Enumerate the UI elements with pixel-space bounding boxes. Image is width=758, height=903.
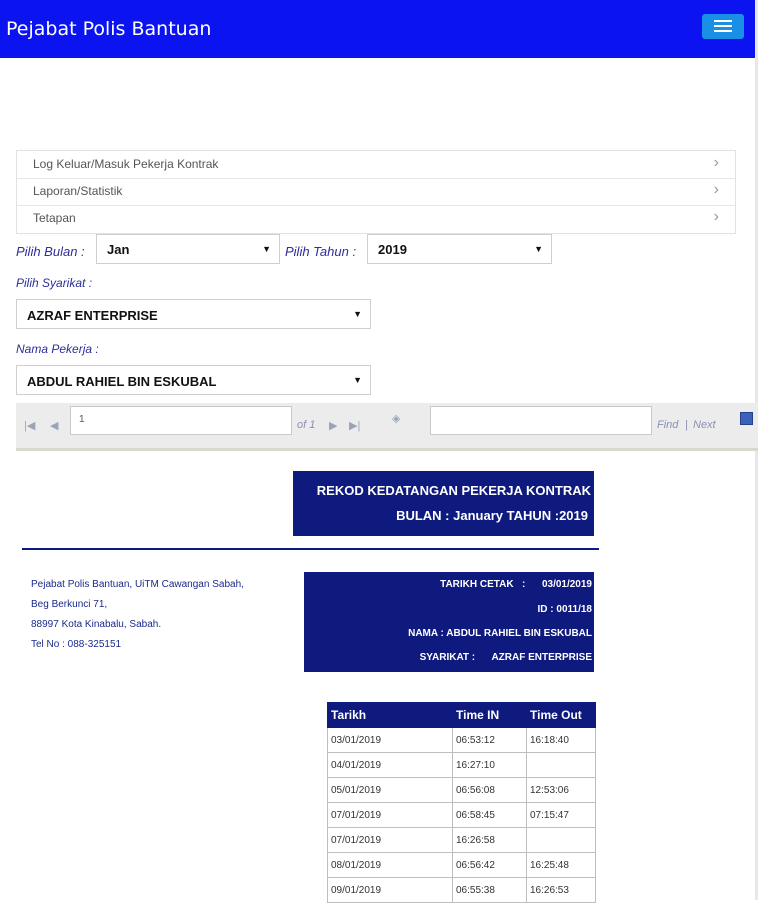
date-cell: 05/01/2019 <box>328 778 453 803</box>
menu-item-label: Log Keluar/Masuk Pekerja Kontrak <box>33 157 219 171</box>
date-cell: 09/01/2019 <box>328 878 453 903</box>
hamburger-icon <box>714 20 732 22</box>
report-period: BULAN : January TAHUN :2019 <box>396 508 588 523</box>
report-title-box <box>293 471 594 536</box>
time-in-cell: 16:26:58 <box>453 828 527 853</box>
column-header-time-in: Time IN <box>453 703 527 728</box>
time-out-cell <box>527 828 596 853</box>
date-cell: 04/01/2019 <box>328 753 453 778</box>
time-out-cell: 16:18:40 <box>527 728 596 753</box>
time-in-cell: 06:56:08 <box>453 778 527 803</box>
chevron-right-icon: › <box>713 181 719 198</box>
save-export-icon[interactable] <box>740 412 753 425</box>
table-header-row <box>328 703 596 728</box>
dropdown-arrow-icon: ▼ <box>534 244 543 254</box>
time-in-cell: 06:55:38 <box>453 878 527 903</box>
find-separator: | <box>685 419 688 431</box>
find-text-input[interactable] <box>430 406 652 435</box>
find-link[interactable]: Find <box>657 419 679 431</box>
chevron-right-icon: › <box>713 154 719 171</box>
table-row <box>328 878 596 903</box>
refresh-icon[interactable]: ◈ <box>392 413 401 425</box>
last-page-icon[interactable]: ▶| <box>349 420 361 432</box>
year-label: Pilih Tahun : <box>285 244 357 259</box>
time-out-cell: 16:25:48 <box>527 853 596 878</box>
dropdown-arrow-icon: ▼ <box>353 309 362 319</box>
time-in-cell: 16:27:10 <box>453 753 527 778</box>
company-name: SYARIKAT : AZRAF ENTERPRISE <box>419 652 592 663</box>
date-cell: 03/01/2019 <box>328 728 453 753</box>
column-header-time-out: Time Out <box>527 703 596 728</box>
table-row <box>328 828 596 853</box>
page-number-input[interactable]: 1 <box>70 406 292 435</box>
next-page-icon[interactable]: ▶ <box>329 420 338 432</box>
time-out-cell: 07:15:47 <box>527 803 596 828</box>
report-viewer-toolbar <box>16 403 758 451</box>
address-line-3: 88997 Kota Kinabalu, Sabah. <box>31 619 162 630</box>
time-out-cell <box>527 753 596 778</box>
address-line-2: Beg Berkunci 71, <box>31 599 108 610</box>
worker-select[interactable]: ABDUL RAHIEL BIN ESKUBAL ▼ <box>16 365 371 395</box>
page-count-text: of 1 <box>297 419 316 431</box>
first-page-icon[interactable]: |◀ <box>24 420 36 432</box>
dropdown-arrow-icon: ▼ <box>353 375 362 385</box>
column-header-tarikh: Tarikh <box>328 703 453 728</box>
table-row <box>328 853 596 878</box>
print-date: TARIKH CETAK : 03/01/2019 <box>440 579 592 590</box>
hamburger-menu-button[interactable] <box>702 14 744 39</box>
report-info-box <box>304 572 594 672</box>
report-title: REKOD KEDATANGAN PEKERJA KONTRAK <box>316 483 591 498</box>
table-row <box>328 753 596 778</box>
attendance-table <box>327 702 596 903</box>
table-row <box>328 803 596 828</box>
menu-item-label: Tetapan <box>33 211 76 225</box>
dropdown-arrow-icon: ▼ <box>262 244 271 254</box>
time-in-cell: 06:56:42 <box>453 853 527 878</box>
table-row <box>328 778 596 803</box>
chevron-right-icon: › <box>713 208 719 225</box>
month-select[interactable]: Jan ▼ <box>96 234 280 264</box>
address-line-1: Pejabat Polis Bantuan, UiTM Cawangan Sabah, <box>31 579 244 590</box>
side-menu-list <box>16 150 736 234</box>
previous-page-icon[interactable]: ◀ <box>50 420 59 432</box>
top-navbar <box>0 0 755 58</box>
time-out-cell: 16:26:53 <box>527 878 596 903</box>
menu-item-log-keluar-masuk[interactable] <box>17 151 735 179</box>
menu-item-label: Laporan/Statistik <box>33 184 123 198</box>
month-label: Pilih Bulan : <box>16 244 85 259</box>
date-cell: 08/01/2019 <box>328 853 453 878</box>
next-link[interactable]: Next <box>693 419 716 431</box>
company-label: Pilih Syarikat : <box>16 276 93 290</box>
worker-label: Nama Pekerja : <box>16 342 99 356</box>
company-select[interactable]: AZRAF ENTERPRISE ▼ <box>16 299 371 329</box>
brand-title[interactable]: Pejabat Polis Bantuan <box>6 18 212 40</box>
time-out-cell: 12:53:06 <box>527 778 596 803</box>
worker-name: NAMA : ABDUL RAHIEL BIN ESKUBAL <box>408 628 592 639</box>
year-select[interactable]: 2019 ▼ <box>367 234 552 264</box>
divider <box>22 548 599 550</box>
time-in-cell: 06:53:12 <box>453 728 527 753</box>
address-phone: Tel No : 088-325151 <box>31 639 122 650</box>
time-in-cell: 06:58:45 <box>453 803 527 828</box>
report-id: ID : 0011/18 <box>537 604 592 615</box>
date-cell: 07/01/2019 <box>328 803 453 828</box>
menu-item-laporan-statistik[interactable] <box>17 178 735 206</box>
table-row <box>328 728 596 753</box>
date-cell: 07/01/2019 <box>328 828 453 853</box>
menu-item-tetapan[interactable] <box>17 205 735 232</box>
